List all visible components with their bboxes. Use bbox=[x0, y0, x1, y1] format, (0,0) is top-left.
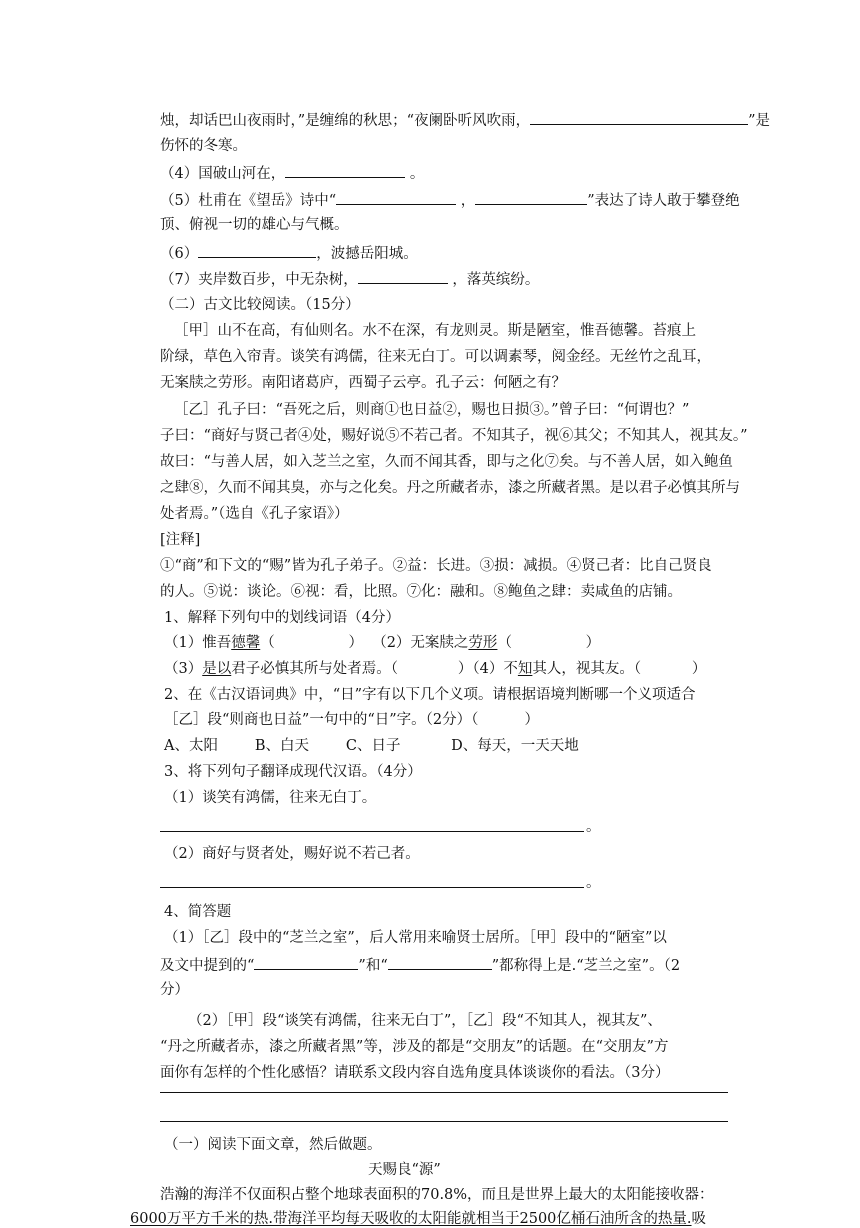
answer-blank[interactable] bbox=[198, 243, 316, 258]
question-6: （6） ，波撼岳阳城。 bbox=[160, 243, 418, 263]
section-heading: （一）阅读下面文章，然后做题。 bbox=[164, 1137, 382, 1153]
question-7: （7）夹岸数百步，中无杂树， ，落英缤纷。 bbox=[160, 269, 539, 289]
answer-blank[interactable] bbox=[388, 955, 492, 970]
answer-blank[interactable] bbox=[530, 110, 748, 125]
passage-jia: 无案牍之劳形。南阳诸葛庐，西蜀子云亭。孔子云：何陋之有？ bbox=[160, 375, 566, 391]
question-4-2: （2）［甲］段“谈笑有鸿儒，往来无白丁”，［乙］段“不知其人，视其友”、 bbox=[188, 1013, 662, 1029]
poem-line-1: 烛，却话巴山夜雨时，”是缠绵的秋思；“夜阑卧听风吹雨， ”是 bbox=[160, 110, 770, 130]
question-2-options: A、太阳 B、白天 C、日子 D、每天，一天天地 bbox=[164, 738, 579, 754]
question-2: ［乙］段“则商也日益”一句中的“日”字。（2分）（ ） bbox=[164, 712, 539, 728]
notes-heading: [注释] bbox=[160, 532, 201, 548]
question-5: （5）杜甫在《望岳》诗中“ ， ”表达了诗人敢于攀登绝 bbox=[160, 190, 740, 210]
answer-blank[interactable] bbox=[336, 190, 456, 205]
question-4-1: （1）［乙］段中的“芝兰之室”，后人常用来喻贤士居所。［甲］段中的“陋室”以 bbox=[164, 930, 667, 946]
passage-jia: ［甲］山不在高，有仙则名。水不在深，有龙则灵。斯是陋室，惟吾德馨。苔痕上 bbox=[174, 323, 696, 339]
passage-yi: 子曰：“商好与贤己者④处，赐好说⑤不若己者。不知其子，视⑥其父；不知其人，视其友。” bbox=[160, 428, 748, 444]
section-heading: （二）古文比较阅读。（15分） bbox=[160, 297, 360, 313]
answer-blank[interactable] bbox=[254, 955, 358, 970]
question-4-short: 4、简答题 bbox=[164, 904, 232, 920]
notes-text: 的人。⑤说：谈论。⑥视：看，比照。⑦化：融和。⑧鲍鱼之肆：卖咸鱼的店铺。 bbox=[160, 584, 682, 600]
passage-yi: 处者焉。”（选自《孔子家语》） bbox=[160, 506, 349, 522]
passage-yi: 故曰：“与善人居，如入芝兰之室，久而不闻其香，即与之化⑦矣。与不善人居，如入鲍鱼 bbox=[160, 454, 733, 470]
question-4-2: 面你有怎样的个性化感悟？请联系文段内容自选角度具体谈谈你的看法。（3分） bbox=[160, 1065, 670, 1081]
question-4: （4）国破山河在， 。 bbox=[160, 163, 424, 183]
question-4-2: “丹之所藏者赤，漆之所藏者黑”等，涉及的都是“交朋友”的话题。在“交朋友”方 bbox=[160, 1039, 669, 1055]
question-4-1: 分） bbox=[160, 982, 189, 998]
article-paragraph: 6000万平方千米的热.带海洋平均每天吸收的太阳能就相当于2500亿桶石油所含的热量.吸 bbox=[130, 1211, 707, 1227]
notes-text: ①“商”和下文的“赐”皆为孔子弟子。②益：长进。③损：减损。④贤己者：比自己贤良 bbox=[160, 558, 712, 574]
poem-line-2: 伤怀的冬寒。 bbox=[160, 138, 247, 154]
answer-line[interactable] bbox=[160, 831, 584, 832]
article-title: 天赐良“源” bbox=[368, 1162, 441, 1178]
period: 。 bbox=[586, 819, 601, 835]
period: 。 bbox=[586, 875, 601, 891]
passage-yi: 之肆⑧，久而不闻其臭，亦与之化矣。丹之所藏者赤，漆之所藏者黑。是以君子必慎其所与 bbox=[160, 480, 740, 496]
answer-blank[interactable] bbox=[285, 163, 405, 178]
passage-yi: ［乙］孔子曰：“吾死之后，则商①也日益②，赐也日损③。”曾子曰：“何谓也？” bbox=[174, 402, 690, 418]
question-1-items: （1）惟吾德馨（ ） （2）无案牍之劳形（ ） bbox=[164, 635, 601, 651]
answer-line[interactable] bbox=[160, 1121, 728, 1122]
question-1-items: （3）是以君子必慎其所与处者焉。（ ）（4）不知其人，视其友。（ ） bbox=[164, 661, 707, 677]
article-paragraph: 浩瀚的海洋不仅面积占整个地球表面积的70.8%，而且是世界上最大的太阳能接收器： bbox=[160, 1187, 714, 1203]
answer-blank[interactable] bbox=[358, 269, 448, 284]
answer-line[interactable] bbox=[160, 1092, 728, 1093]
question-1: 1、解释下列句中的划线词语（4分） bbox=[164, 610, 400, 626]
answer-line[interactable] bbox=[160, 887, 584, 888]
question-3-1: （1）谈笑有鸿儒，往来无白丁。 bbox=[164, 790, 377, 806]
question-3: 3、将下列句子翻译成现代汉语。（4分） bbox=[164, 764, 422, 780]
question-3-2: （2）商好与贤者处，赐好说不若己者。 bbox=[164, 846, 420, 862]
question-2: 2、在《古汉语词典》中，“日”字有以下几个义项。请根据语境判断哪一个义项适合 bbox=[164, 687, 696, 703]
question-5-cont: 顶、俯视一切的雄心与气概。 bbox=[160, 217, 349, 233]
question-4-1: 及文中提到的“ ”和“ ”都称得上是.“芝兰之室”。（2 bbox=[160, 955, 680, 975]
answer-blank[interactable] bbox=[475, 190, 587, 205]
passage-jia: 阶绿，草色入帘青。谈笑有鸿儒，往来无白丁。可以调素琴，阅金经。无丝竹之乱耳， bbox=[160, 349, 711, 365]
